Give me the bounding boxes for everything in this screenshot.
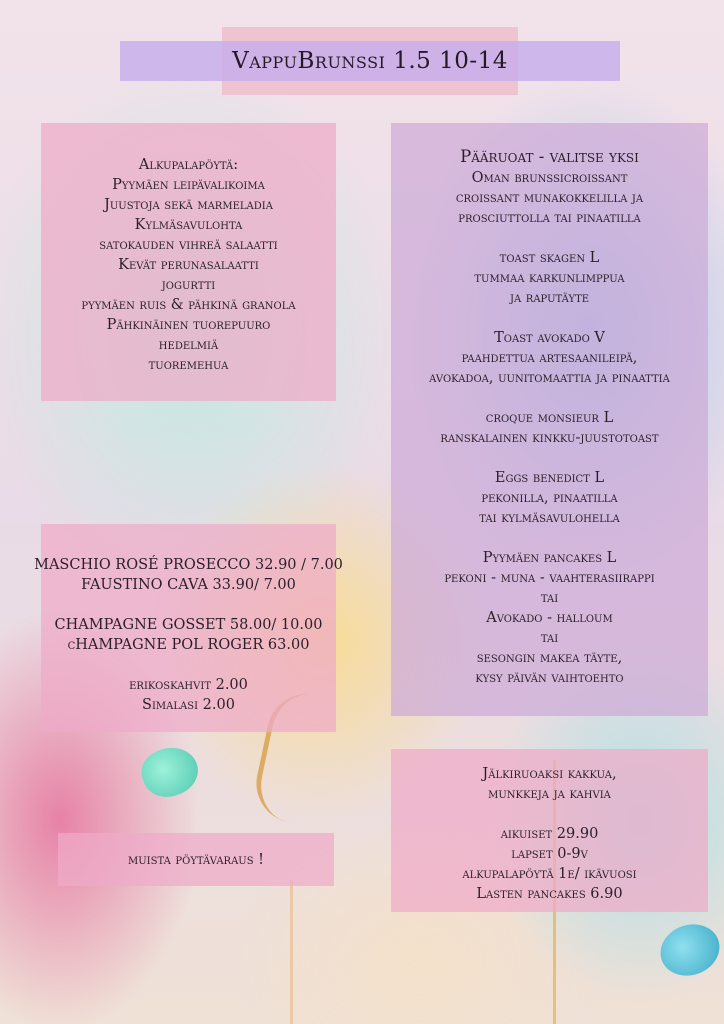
price-line: aikuiset 29.90 <box>500 826 599 842</box>
main-item: croque monsieur L <box>485 410 614 426</box>
dessert-line: Jälkiruoaksi kakkua, <box>482 766 617 782</box>
main-item: Pyymäen pancakes L <box>482 550 617 566</box>
drink-item: erikoskahvit 2.00 <box>129 677 248 693</box>
price-line: Lasten pancakes 6.90 <box>476 886 623 902</box>
mains-panel <box>391 123 708 716</box>
starters-line: satokauden vihreä salaatti <box>99 237 278 253</box>
starters-line: pyymäen ruis & pähkinä granola <box>81 297 296 313</box>
main-item: Oman brunssicroissant <box>471 170 628 186</box>
dessert-panel <box>391 749 708 912</box>
main-item: croissant munakokkelilla ja <box>455 190 644 206</box>
main-item: kysy päivän vaihtoehto <box>475 670 624 686</box>
mains-heading: Pääruoat - valitse yksi <box>460 147 639 166</box>
main-item: avokadoa, uunitomaattia ja pinaattia <box>429 370 670 386</box>
dessert-line: munkkeja ja kahvia <box>488 786 611 802</box>
green-balloon-knot <box>135 740 204 804</box>
starters-line: Kylmäsavulohta <box>134 217 243 233</box>
starters-line: jogurtti <box>161 277 216 293</box>
main-item: tummaa karkunlimppua <box>474 270 625 286</box>
starters-panel <box>41 123 336 401</box>
price-line: alkupalapöytä 1e/ ikävuosi <box>462 866 637 882</box>
price-line: lapset 0-9v <box>511 846 588 862</box>
main-item: Avokado - halloum <box>486 610 613 626</box>
main-item: Eggs benedict L <box>494 470 605 486</box>
main-item: paahdettua artesaanileipä, <box>461 350 638 366</box>
drinks-panel <box>34 524 343 732</box>
drink-item: MASCHIO ROSÉ PROSECCO 32.90 / 7.00 <box>34 557 343 573</box>
drink-item: cHAMPAGNE POL ROGER 63.00 <box>67 637 310 653</box>
page-title: VappuBrunssi 1.5 10-14 <box>232 48 508 74</box>
blue-balloon-knot <box>653 916 724 984</box>
reminder-text: muista pöytävaraus ! <box>127 851 265 868</box>
drink-item: CHAMPAGNE GOSSET 58.00/ 10.00 <box>54 617 323 633</box>
starters-line: Kevät perunasalaatti <box>118 257 259 273</box>
main-item: pekonilla, pinaatilla <box>481 490 618 506</box>
starters-line: Pähkinäinen tuorepuuro <box>106 317 271 333</box>
starters-line: Pyymäen leipävalikoima <box>112 177 265 193</box>
main-item: tai <box>540 630 559 646</box>
main-item: pekoni - muna - vaahterasiirappi <box>444 570 655 586</box>
starters-line: tuoremehua <box>148 357 229 373</box>
main-item: toast skagen L <box>499 250 600 266</box>
main-item: tai <box>540 590 559 606</box>
main-item: Toast avokado V <box>494 330 605 346</box>
main-item: tai kylmäsavulohella <box>479 510 620 526</box>
drink-item: Simalasi 2.00 <box>142 697 235 713</box>
reservation-reminder <box>58 833 334 886</box>
main-item: prosciuttolla tai pinaatilla <box>458 210 641 226</box>
starters-line: Alkupalapöytä: <box>138 157 239 173</box>
starters-line: hedelmiä <box>158 337 219 353</box>
main-item: ja raputäyte <box>509 290 590 306</box>
drink-item: FAUSTINO CAVA 33.90/ 7.00 <box>81 577 296 593</box>
main-item: ranskalainen kinkku-juustotoast <box>440 430 659 446</box>
main-item: sesongin makea täyte, <box>476 650 623 666</box>
balloon-string <box>290 880 293 1024</box>
starters-line: Juustoja sekä marmeladia <box>104 197 273 213</box>
